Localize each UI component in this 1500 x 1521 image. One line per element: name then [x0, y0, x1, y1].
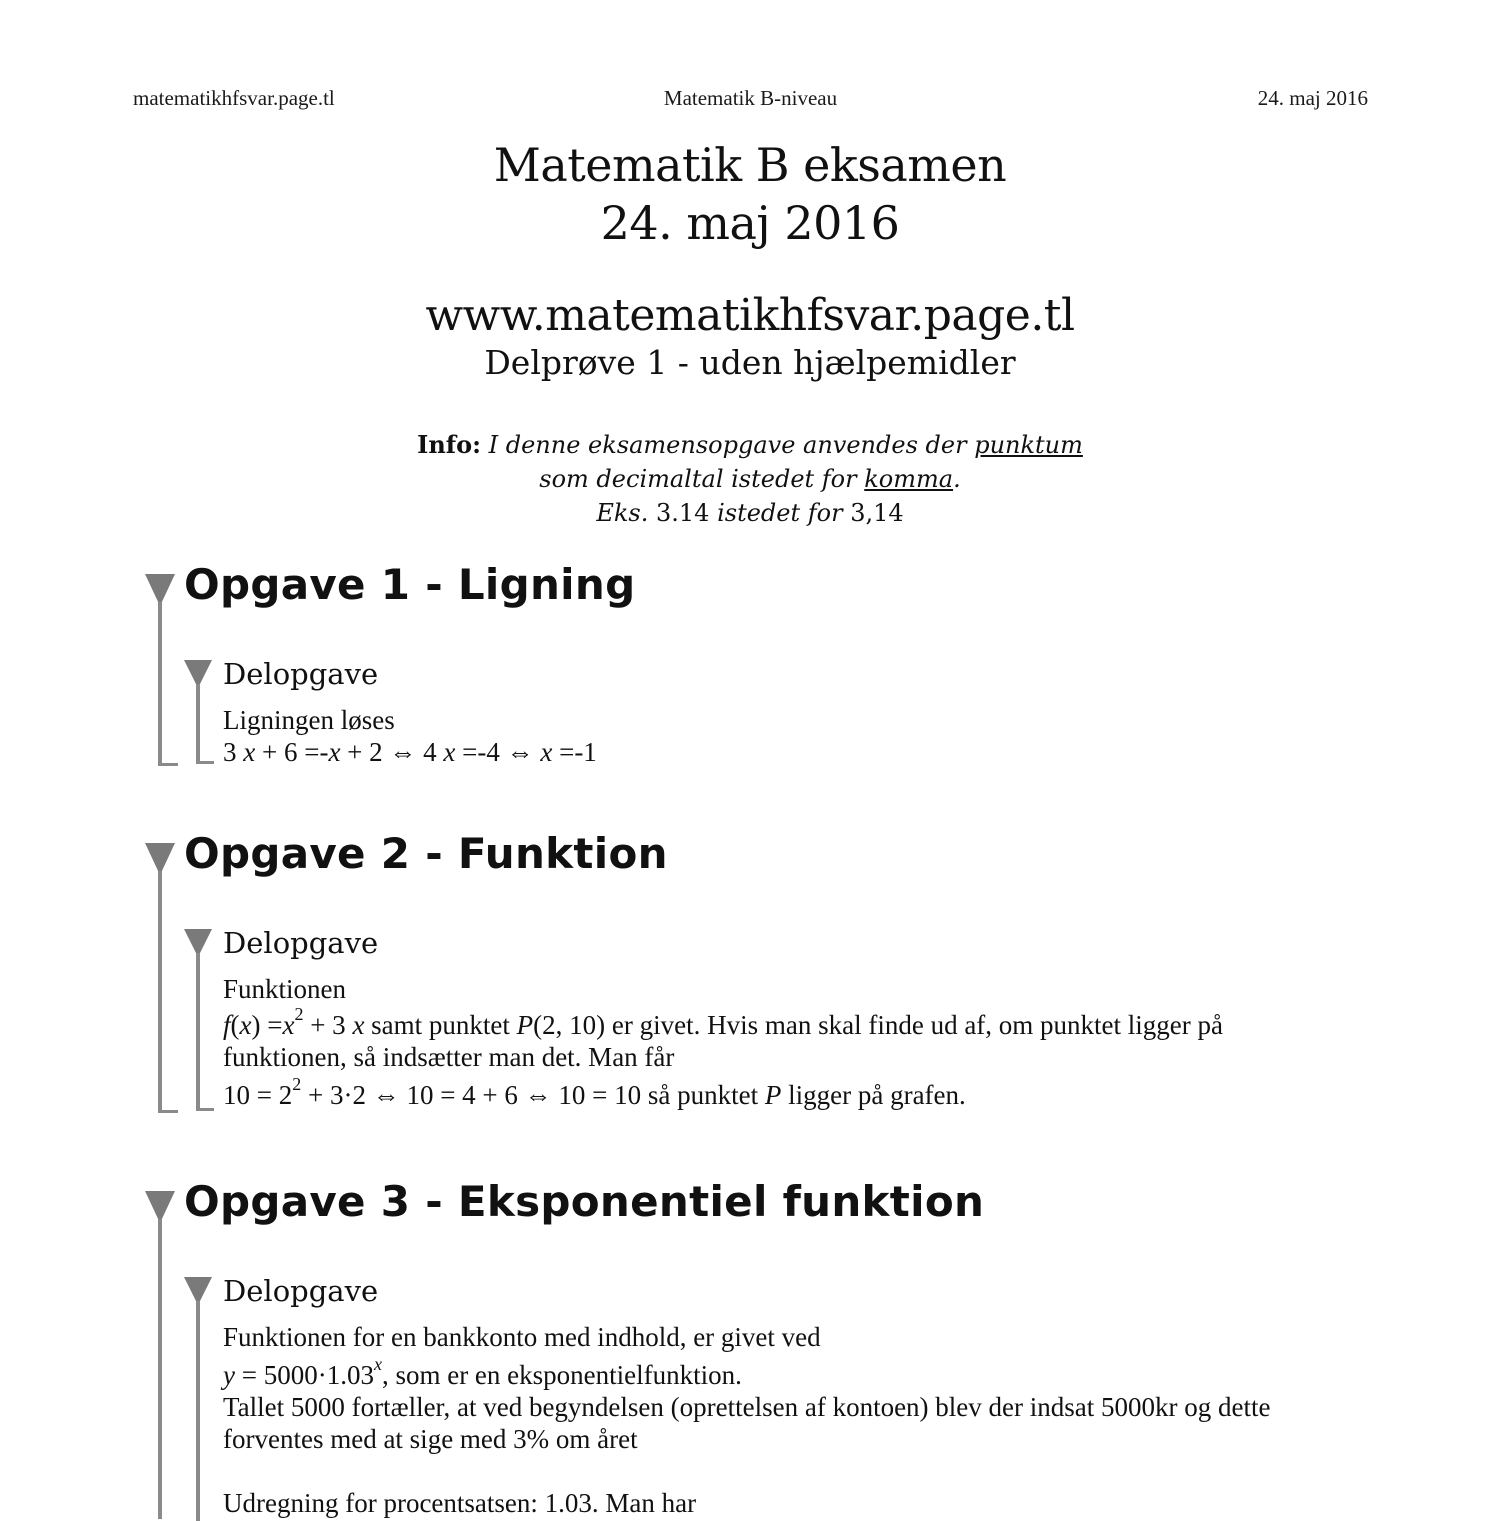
info-example-label: Eks.	[596, 499, 649, 527]
subsection-body: Funktionen $f(x) =x^2 + 3$ x samt punktet P(2, 10) er givet. Hvis man skal finde ud af, om punktet ligger på funktionen, så indsætter man det. Man får $10 = 2^2 + 3\cdot 2$ ⇔ 10 = 4 + 6 ⇔ 10 = 10 så punktet P ligger på grafen.	[223, 974, 1223, 1110]
info-example-value: 3,14	[850, 499, 904, 527]
header-site: matematikhfsvar.page.tl	[133, 86, 335, 110]
section-title: Opgave 2 - Funktion	[184, 829, 668, 878]
info-example-value: 3.14	[656, 499, 710, 527]
section-opgave-2	[145, 829, 1380, 1123]
info-block: Info: I denne eksamensopgave anvendes der punktum som decimaltal istedet for komma. Eks. 3.14 istedet for 3,14	[417, 430, 1083, 527]
section-opgave-3	[145, 1177, 1380, 1518]
info-label: Info:	[417, 430, 481, 459]
header-subject: Matematik B-niveau	[663, 86, 838, 110]
subsection-bracket	[196, 1301, 200, 1521]
section-bracket	[158, 602, 162, 766]
exam-date: 24. maj 2016	[600, 196, 900, 250]
subsection-delopgave	[184, 926, 1380, 1119]
section-bracket	[158, 1219, 162, 1519]
subsection-title: Delopgave	[223, 926, 379, 960]
section-bracket	[158, 871, 162, 1113]
title-block	[0, 136, 1500, 384]
info-keyword-komma: komma	[864, 465, 954, 493]
subsection-body: Ligningen løses 3 x + 6 =-x + 2 ⇔ 4 x =-4 ⇔ x =-1	[223, 704, 1380, 768]
info-text: som decimaltal istedet for	[539, 465, 857, 493]
subsection-title: Delopgave	[223, 657, 379, 691]
section-opgave-1	[145, 560, 1380, 774]
subsection-bracket-foot	[196, 1108, 214, 1111]
section-title: Opgave 1 - Ligning	[184, 560, 636, 609]
subtitle: Delprøve 1 - uden hjælpemidler	[484, 343, 1016, 382]
subsection-title: Delopgave	[223, 1274, 379, 1308]
section-bracket-foot	[158, 1110, 178, 1113]
page-title: Matematik B eksamen	[493, 138, 1007, 192]
section-bracket-foot	[158, 763, 178, 766]
subsection-body: Funktionen for en bankkonto med indhold, er givet ved $y = 5000\cdot 1.03^x$, som er en eksponentielfunktion. Tallet 5000 fortæller, at ved begyndelsen (oprettelsen af kontoen) blev der indsat 5000kr og dette forventes med at sige med 3% om året Udregning for procentsatsen: 1.03. Man har	[223, 1322, 1271, 1518]
subsection-delopgave	[184, 657, 1380, 770]
subsection-bracket	[196, 684, 200, 763]
subsection-delopgave	[184, 1274, 1380, 1518]
info-keyword-punktum: punktum	[974, 431, 1083, 459]
subsection-bracket-foot	[196, 761, 214, 764]
section-title: Opgave 3 - Eksponentiel funktion	[184, 1177, 985, 1226]
header-date: 24. maj 2016	[1257, 86, 1368, 110]
equation: 3 x + 6 =-x + 2 ⇔ 4 x =-4 ⇔ x =-1	[223, 737, 597, 767]
site-url: www.matematikhfsvar.page.tl	[425, 290, 1075, 341]
running-header	[133, 86, 1368, 116]
info-text: I denne eksamensopgave anvendes der	[488, 431, 967, 459]
subsection-bracket	[196, 953, 200, 1109]
